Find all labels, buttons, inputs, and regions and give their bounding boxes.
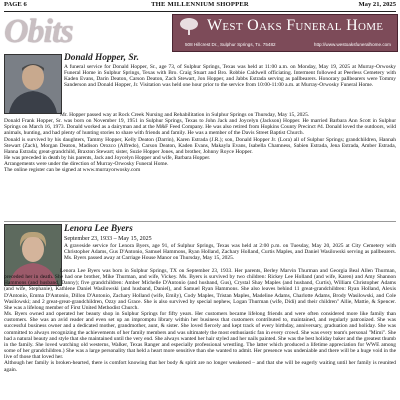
page-number: PAGE 6: [4, 1, 27, 8]
donald-hopper-photo: [4, 54, 62, 114]
obit-byers-body: [4, 268, 396, 373]
obit-hopper-intro: [64, 64, 396, 89]
funeral-home-name: West Oaks Funeral Home: [207, 17, 384, 34]
issue-date: May 21, 2025: [358, 1, 396, 8]
obit-paragraph: A graveside service for Lenora Byers, age 91, of Sulphur Springs, Texas was held at 2:00 p.m. on Tuesday, May 20, 2025 at City Cemetery with Christopher Adams, Gus D'Antonio, Samuel Hammons, Ryan Holland, Zachary Holland, Curtis Maples, and Daniel Wasilowski serving as pallbearers. Ms. Byers passed away at Carriage House Manor on Thursday, May 15, 2025.: [64, 243, 396, 262]
obit-paragraph: Mr. Hopper passed way at Rock Creek Nursing and Rehabilitation in Sulphur Springs on Thursday, May 15, 2025.: [60, 112, 310, 118]
funeral-home-info: [175, 40, 395, 49]
obit-paragraph: Ms. Byers owned and operated her beauty shop in Sulphur Springs for fifty years. Her customers became lifelong friends and were often considered more like family than customers. She was an avid reader and even set up an impromptu library within her business that customers contributed to, maintained, and regularly patronized. She was successful business owner and a dedicated mother, grandmother, aunt, & sister. She loved fiercely and kept track of every birthday, anniversary, graduation and holiday. She was committed to always recognizing the achievements of her family members and was ultimately the most enthusiastic fan in every crowd. She was every team's personal "Mimi". She had a natural beauty and style that she maintained until the very end. She always wanted her hair styled and her nails painted. She was the best holiday baker and the greatest thumb in the family. She loved watching old westerns, Walker, Texas Ranger and especially professional wrestling. The latter which produced a lifetime appreciation for WWE among some of her grandchildren.) She was a large personality that held a heart more sensitive than she wanted to admit. Her presence was undeniable and there will be a huge void in the live of those that loved her.: [4, 311, 396, 361]
obit-paragraph: Arrangements were under the direction of Murray-Orwosky Funeral Home.: [4, 161, 169, 168]
obit-paragraph: Lenora Lee Byers was born in Sulphur Springs, TX on September 23, 1933. Her parents, Berley Marvin Thurman and Georgia Beal Allen Thurman, preceded her in death. She had one brother, Mike Thurman, and wife, Vickey. Ms. Byers is survived by two children: Rickey Lee Holland (and wife, Karen) and Amy Shannon Hammons (and husband, Danny); five grandchildren: Amber Michelle D'Antonio (and husband, Gus), Crystal Shay Maples (and husband, Curtis), William Christopher Adams (and wife, Stephanie), Kathlene Daniel Wasilowski (and husband, Daniel), and Samuel Ryan Hammons. She also leaves behind 11 great-grandchildren: Ryan Holland, Alexis D'Antonio, Emma D'Antonio, Dillon D'Antonio, Zachary Holland (wife, Emily), Cody Maples, Tristan Maples, Madeline Adams, Charlotte Adams, Brody Wasilowski, and Cole Wasilowski; and 2 great-great-grandchildren, Ozzy and Grace. She is also survived by special nephew, Logan Thurman (wife, Didi) and their children" Allie, Mattie, & Spencer. She was a lifelong member of First United Methodist Church.: [4, 268, 396, 311]
obit-byers-intro: [64, 243, 396, 261]
paper-title: THE MILLENNIUM SHOPPER: [151, 1, 249, 8]
funeral-home-website[interactable]: http://www.westoaksfuneralhome.com: [313, 42, 391, 47]
obit-paragraph: Although her family is broken-hearted, there is comfort knowing that her body & spirit are no longer weakened – and that she will be eagerly waiting until her family is reunited again.: [4, 360, 396, 373]
oak-tree-logo-icon: [178, 17, 200, 37]
funeral-home-address: 508 Hillcrest Dr., Sulphur Springs, Tx. 75482: [185, 42, 276, 47]
obit-dates-byers: September 23, 1933 – May 15, 2025: [64, 236, 152, 242]
obit-name-hopper: Donald Hopper, Sr.: [64, 53, 140, 63]
obit-name-byers: Lenora Lee Byers: [64, 224, 133, 234]
funeral-home-ad: [172, 14, 398, 52]
obit-paragraph: The online register can be signed at www.murrayorwosky.com: [4, 167, 141, 174]
obit-divider: [4, 221, 396, 222]
masthead: [4, 1, 396, 11]
obit-paragraph: Donald is survived by his daughters, Tammy Hopper, Kelly Deaton (Darrin), Karen Estrada (J.R.); son, Donald Hopper Jr. (Lora) all of Sulphur Springs; grandchildren, Hannah Stewart (Zach), Morgan Deaton, Madison Orozco (Alfredo), Carson Deaton, Kaden Evans, Makayla Evans, Isabella Chamness, Sabien Estrada, Jena Estrada, Amber Estrada, Hanna Estrada; great-grandchild, Braxton Stewart; sister, Suzie Hopper Jones, and brother, Johnny Royce Hopper.: [4, 136, 396, 155]
masthead-rule: [4, 11, 396, 12]
obit-paragraph: A funeral service for Donald Hopper, Sr., age 73, of Sulphur Springs, Texas was held at 11:00 a.m. on Monday, May 19, 2025 at Murray-Orwosky Funeral Home in Sulphur Springs, Texas with Bro. Craig Stuart and Bro. Robbie Caldwell officiating. Interment followed at Peerless Cemetery with Kaden Evans, Darin Deaton, Carson Deaton, Zach Stewart, Jon Hopper, and Jabbs Estrada serving as pallbearers. Honorary pallbearers were Tommy Sanderson and Donald Hopper, Jr. Visitation was held one hour prior to the service from 10:00-11:00 a.m. at Murray-Orwosky Funeral Home.: [64, 64, 396, 89]
obit-hopper-body: [4, 112, 396, 174]
portrait-silhouette-icon: [5, 55, 61, 113]
section-title: Obits: [4, 13, 73, 50]
obit-paragraph: Donald Frank Hopper, Sr. was born on November 19, 1951 in Sulphur Springs, Texas to John Jack and Joycelyn (Jackson) Hopper. He married Barbara Ann Scott in Sulphur Springs on March 16, 1973. Donald worked as a dairyman and at the M&F Feed Company. He was also retired from Hopkins County Precinct #4. Donald loved the outdoors, wild animals, hunting, and had plenty of hunting stories to share with friends and family. He was a member of the Davis Street Baptist Church.: [4, 118, 396, 137]
section-header: [4, 13, 396, 51]
obit-paragraph: He was preceded in death by his parents, Jack and Joycelyn Hopper and wife, Barbara Hopper.: [4, 155, 211, 162]
